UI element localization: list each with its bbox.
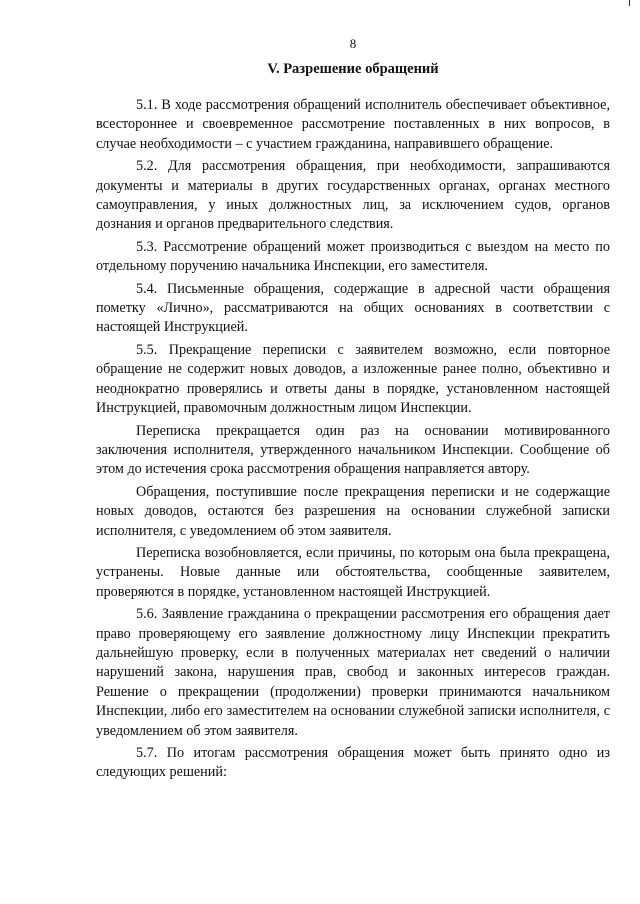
paragraph-5-7: 5.7. По итогам рассмотрения обращения может быть принято одно из следующих решений:	[96, 745, 610, 781]
paragraph-5-4: 5.4. Письменные обращения, содержащие в адресной части обращения пометку «Лично», рассматриваются на общих основаниях в соответствии с настоящей Инструкцией.	[96, 280, 610, 336]
paragraph-5-5-unresolved: Обращения, поступившие после прекращения переписки и не содержащие новых доводов, остаются без разрешения на основании служебной записки исполнителя, с уведомлением об этом заявителя.	[96, 483, 610, 539]
document-page	[96, 36, 610, 786]
paragraph-5-5-correspondence-stop: Переписка прекращается один раз на основании мотивированного заключения исполнителя, утвержденного начальником Инспекции. Сообщение об этом до истечения срока рассмотрения обращения направляется автору.	[96, 422, 610, 478]
paragraph-5-2: 5.2. Для рассмотрения обращения, при необходимости, запрашиваются документы и материалы в других государственных органах, органах местного самоуправления, у иных должностных лиц, за исключением судов, органов дознания и органов предварительного следствия.	[96, 158, 610, 233]
section-title: V. Разрешение обращений	[267, 61, 439, 77]
margin-mark	[629, 0, 630, 6]
paragraph-5-1: 5.1. В ходе рассмотрения обращений исполнитель обеспечивает объективное, всестороннее и своевременное рассмотрение поставленных в них вопросов, в случае необходимости – с участием гражданина, направившего обращение.	[96, 97, 610, 152]
paragraph-5-5-resume: Переписка возобновляется, если причины, по которым она была прекращена, устранены. Новые данные или обстоятельства, сообщенные заявителем, проверяются в порядке, установленном настоящей Инструкцией.	[96, 544, 610, 600]
paragraph-5-5: 5.5. Прекращение переписки с заявителем возможно, если повторное обращение не содержит новых доводов, а изложенные ранее полно, объективно и неоднократно проверялись и ответы даны в порядке, установленном настоящей Инструкцией, правомочным должностным лицом Инспекции.	[96, 341, 610, 417]
paragraph-5-6: 5.6. Заявление гражданина о прекращении рассмотрения его обращения дает право проверяющему его заявление должностному лицу Инспекции прекратить дальнейшую проверку, если в полученных материалах нет сведений о наличии нарушений закона, нарушения прав, свобод и законных интересов граждан. Решение о прекращении (продолжении) проверки принимаются начальником Инспекции, либо его заместителем на основании служебной записки исполнителя, с уведомлением об этом заявителя.	[96, 606, 610, 739]
page-number: 8	[349, 36, 357, 51]
paragraph-5-3: 5.3. Рассмотрение обращений может производиться с выездом на место по отдельному поручению начальника Инспекции, его заместителя.	[96, 238, 610, 275]
